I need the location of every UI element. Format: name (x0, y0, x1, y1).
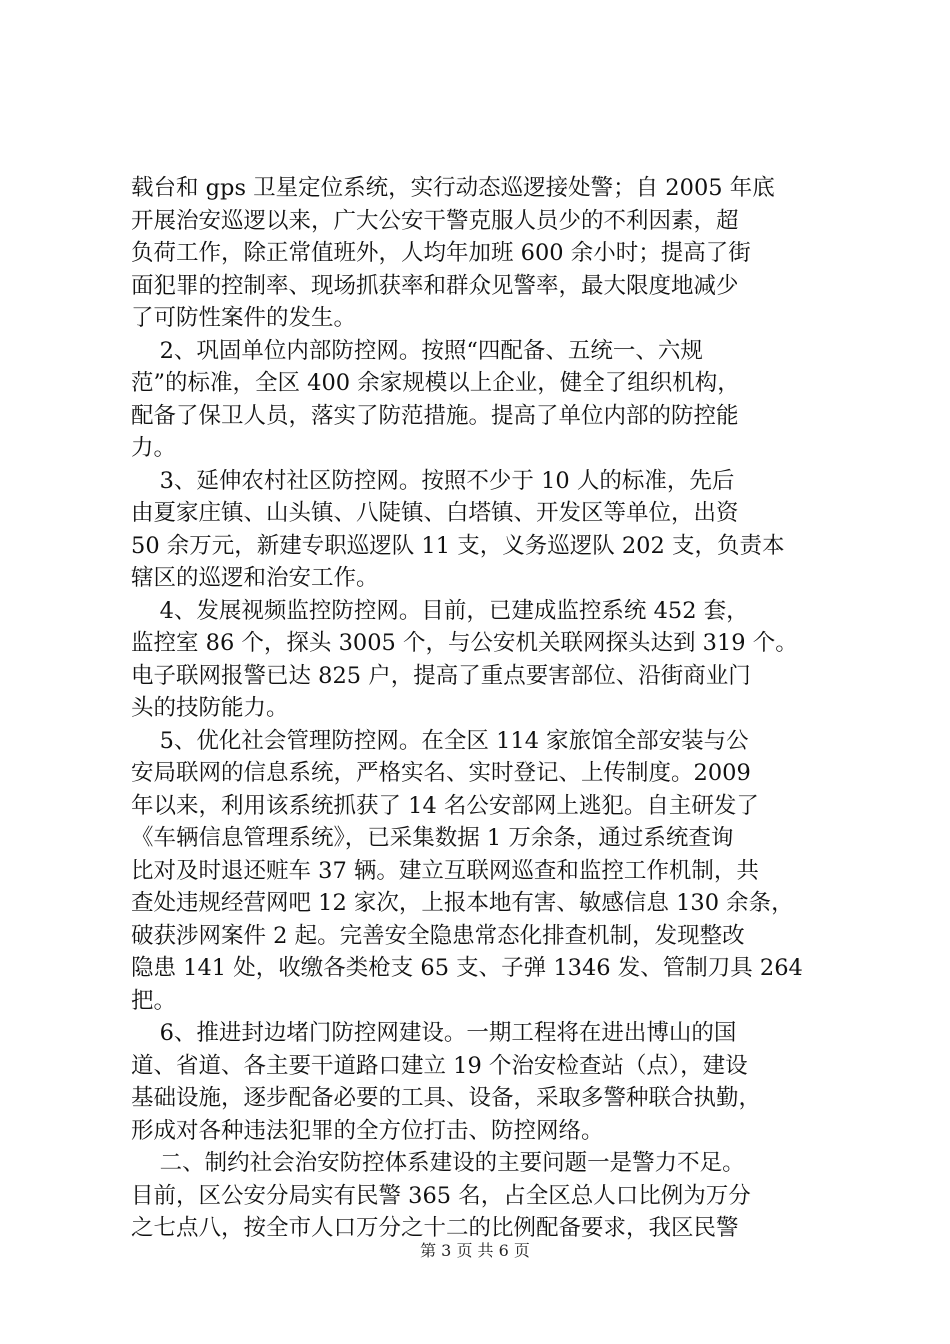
text-line: 查处违规经营网吧 12 家次，上报本地有害、敏感信息 130 余条， (131, 890, 794, 916)
text-line: 头的技防能力。 (131, 695, 289, 721)
text-line: 电子联网报警已达 825 户，提高了重点要害部位、沿街商业门 (131, 662, 751, 689)
text-line: 载台和 gps 卫星定位系统，实行动态巡逻接处警；自 2005 年底 (131, 175, 775, 201)
text-line: 隐患 141 处，收缴各类枪支 65 支、子弹 1346 发、管制刀具 264 (131, 955, 803, 981)
text-line: 辖区的巡逻和治安工作。 (131, 565, 379, 591)
page-footer: 第 3 页 共 6 页 (420, 1241, 530, 1260)
body-text (131, 172, 831, 1245)
text-line: 比对及时退还赃车 37 辆。建立互联网巡查和监控工作机制，共 (131, 857, 759, 884)
text-line: 监控室 86 个，探头 3005 个，与公安机关联网探头达到 319 个。 (131, 630, 798, 656)
text-line: 目前，区公安分局实有民警 365 名，占全区总人口比例为万分 (131, 1182, 751, 1209)
text-line: 配备了保卫人员，落实了防范措施。提高了单位内部的防控能 (131, 402, 739, 429)
text-line: 6、推进封边堵门防控网建设。一期工程将在进出博山的国 (131, 1020, 737, 1046)
text-line: 形成对各种违法犯罪的全方位打击、防控网络。 (131, 1117, 604, 1144)
text-line: 范”的标准，全区 400 余家规模以上企业，健全了组织机构， (131, 370, 740, 396)
text-line: 负荷工作，除正常值班外，人均年加班 600 余小时；提高了街 (131, 240, 751, 266)
text-line: 50 余万元，新建专职巡逻队 11 支，义务巡逻队 202 支，负责本 (131, 532, 785, 559)
text-line: 年以来，利用该系统抓获了 14 名公安部网上逃犯。自主研发了 (131, 792, 759, 819)
text-line: 了可防性案件的发生。 (131, 305, 357, 331)
text-line: 由夏家庄镇、山头镇、八陡镇、白塔镇、开发区等单位，出资 (131, 500, 739, 526)
text-line: 开展治安巡逻以来，广大公安干警克服人员少的不利因素，超 (131, 207, 739, 234)
text-line: 之七点八，按全市人口万分之十二的比例配备要求，我区民警 (131, 1215, 739, 1241)
text-line: 2、巩固单位内部防控网。按照“四配备、五统一、六规 (131, 337, 703, 364)
text-line: 4、发展视频监控防控网。目前，已建成监控系统 452 套， (131, 597, 749, 624)
text-line: 二、制约社会治安防控体系建设的主要问题一是警力不足。 (131, 1150, 745, 1176)
text-line: 破获涉网案件 2 起。完善安全隐患常态化排查机制，发现整改 (131, 922, 745, 949)
text-line: 3、延伸农村社区防控网。按照不少于 10 人的标准，先后 (131, 467, 735, 494)
text-line: 《车辆信息管理系统》，已采集数据 1 万余条，通过系统查询 (131, 825, 734, 851)
text-line: 道、省道、各主要干道路口建立 19 个治安检查站（点），建设 (131, 1052, 748, 1079)
text-line: 面犯罪的控制率、现场抓获率和群众见警率，最大限度地减少 (131, 272, 739, 299)
text-line: 基础设施，逐步配备必要的工具、设备，采取多警种联合执勤， (131, 1085, 762, 1111)
text-line: 安局联网的信息系统，严格实名、实时登记、上传制度。2009 (131, 760, 751, 786)
text-line: 把。 (131, 987, 177, 1014)
text-line: 力。 (131, 435, 177, 461)
text-line: 5、优化社会管理防控网。在全区 114 家旅馆全部安装与公 (131, 727, 749, 754)
